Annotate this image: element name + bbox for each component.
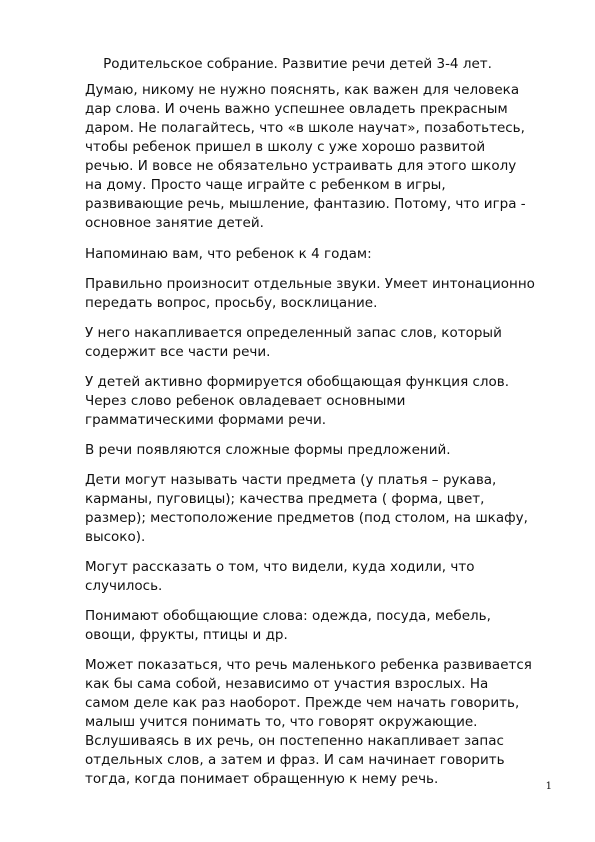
paragraph-generalizing-function: У детей активно формируется обобщающая функция слов. Через слово ребенок овладевает основными грамматическими формами речи. (85, 374, 510, 428)
document-title: Родительское собрание. Развитие речи детей 3-4 лет. (103, 56, 492, 72)
paragraph-vocabulary: У него накапливается определенный запас слов, который содержит все части речи. (85, 325, 502, 360)
paragraph-reminder: Напоминаю вам, что ребенок к 4 годам: (85, 246, 372, 262)
paragraph-sounds: Правильно произносит отдельные звуки. Умеет интонационно передать вопрос, просьбу, восклицание. (85, 276, 535, 311)
paragraph-intro: Думаю, никому не нужно пояснять, как важен для человека дар слова. И очень важно успешнее овладеть прекрасным даром. Не полагайтесь, что «в школе научат», позаботьтесь, чтобы ребенок пришел в школу с уже хорошо развитой речью. И вовсе не обязательно устраивать для этого школу на дому. Просто чаще играйте с ребенком в игры, развивающие речь, мышление, фантазию. Потому, что игра - основное занятие детей. (85, 82, 526, 231)
document-body (85, 81, 555, 800)
paragraph-conclusion: Может показаться, что речь маленького ребенка развивается как бы сама собой, независимо от участия взрослых. На самом деле как раз наоборот. Прежде чем начать говорить, малыш учится понимать то, что говорят окружающие. Вслушиваясь в их речь, он постепенно накапливает запас отдельных слов, а затем и фраз. И сам начинает говорить тогда, когда понимает обращенную к нему речь. (85, 657, 532, 787)
paragraph-complex-sentences: В речи появляются сложные формы предложений. (85, 442, 451, 458)
page-number: 1 (545, 781, 552, 792)
paragraph-generalizing-words: Понимают обобщающие слова: одежда, посуда, мебель, овощи, фрукты, птицы и др. (85, 608, 491, 643)
paragraph-storytelling: Могут рассказать о том, что видели, куда ходили, что случилось. (85, 559, 475, 594)
paragraph-object-parts: Дети могут называть части предмета (у платья – рукава, карманы, пуговицы); качества предмета ( форма, цвет, размер); местоположение предметов (под столом, на шкафу, высоко). (85, 472, 528, 545)
